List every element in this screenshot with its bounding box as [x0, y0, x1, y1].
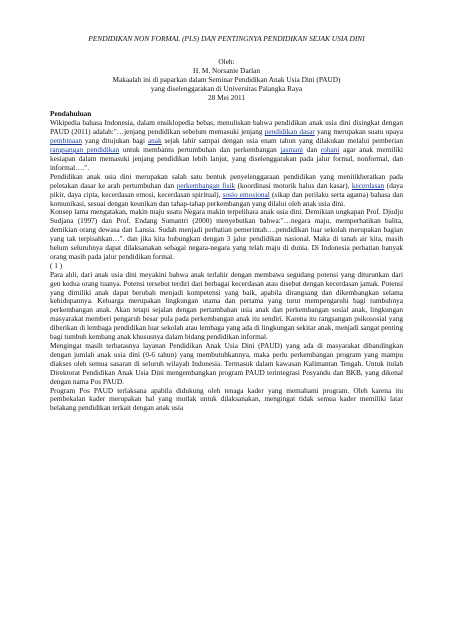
author-name: H. M. Norsanie Darlan	[192, 65, 261, 75]
author-label: Oleh:	[218, 56, 235, 66]
link-anak[interactable]: anak	[147, 136, 162, 146]
link-pendidikan-dasar[interactable]: pendidikan dasar	[264, 127, 315, 137]
text-run: sejak lahir sampai dengan usia enam tahun yang dilakukan melalui pemberian	[161, 136, 404, 146]
link-jasmani[interactable]: jasmani	[280, 145, 304, 155]
text-run: agar anak memiliki kesiapan dalam memasuki jenjang pendidikan lebih lanjut, yang diselenggarakan pada jalur formal, nonformal, dan informal….".	[50, 145, 403, 172]
text-run: yang merupakan suatu upaya	[314, 127, 403, 137]
author-block	[50, 58, 403, 103]
page-marker: ( 1 )	[50, 260, 63, 270]
link-kecerdasan[interactable]: kecerdasan	[351, 180, 385, 190]
organizer-line: yang diselenggarakan di Universitas Palangka Raya	[150, 83, 303, 93]
presentation-line: Makaalah ini di paparkan dalam Seminar Pendidikan Anak Usia Dini (PAUD)	[112, 74, 341, 84]
paragraph-paud-focus	[50, 173, 403, 209]
document-title: PENDIDIKAN NON FORMAL (PLS) DAN PENTINGNYA PENDIDIKAN SEJAK USIA DINI	[88, 34, 365, 43]
link-pembinaan[interactable]: pembinaan	[50, 136, 83, 146]
text-run: (sikap dan perilaku serta agama) bahasa dan komunikasi, sesuai dengan keunikan dan tahap-tahap perkembangan yang dilalui oleh anak usia dini.	[50, 189, 403, 208]
paragraph-mengingat: Mengingat masih terbatasnya layanan Pendidikan Anak Usia Dini (PAUD) yang ada di masyarakat dibandingkan dengan jumlah anak usia dini (0-6 tahun) yang membutuhkannya, maka perlu perkembangan program yang mampu diakses oleh semua sasaran di seluruh wilayah Indonesia. Termasuk dalam kawasan Kalimantan Tengah. Untuk itulah Direktorat Pendidikan Anak Usia Dini mengembangkan program PAUD terintegrasi Posyandu dan BKB, yang dikenal dengan nama Pos PAUD.	[50, 341, 403, 386]
link-perkembangan-fisik[interactable]: perkembangan fisik	[176, 180, 236, 190]
text-run: Pendidikan anak usia dini merupakan salah satu bentuk penyelenggaraan pendidikan yang menitikberatkan pada peletakan dasar ke arah pertumbuhan dan	[50, 171, 403, 190]
section-heading: Pendahuluan	[50, 109, 92, 119]
text-run: (koordinasi motorik halus dan kasar),	[235, 180, 352, 190]
paragraph-program-pos-paud: Program Pos PAUD terlaksana apabila didukung oleh tenaga kader yang memahami program. Oleh karena itu pembekalan kader merupakan hal yang mutlak untuk dilaksanakan, mengingat tidak semua kader memiliki latar belakang pendidikan terkait dengan anak usia	[50, 385, 403, 413]
paragraph-wikipedia-definition	[50, 119, 403, 172]
paragraph-konsep-lama: Konsep lama mengatakan, makin maju suatu Negara makin terpelihara anak usia dini. Demikian ungkapan Prof. Djudju Sudjana (1997) dan Prof. Endang Sumantri (2000) menyebutkan bahwa:"…negara maju, memperhatikan balita, demikian orang dewasa dan Lansia. Sudah menjadi perhatian pemerintah….pendidikan luar sekolah merupakan bagian yang tak terpisahkan…". dan jika kita hubungkan dengan 3 jalur pendidikan nasional. Maka di tanah air kita, masih belum seluruhnya dapat dilaksanakan sebagai negara-negara yang telah maju di dunia. Di Indonesia perhatian banyak orang masih pada jalur pendidikan formal.	[50, 207, 403, 261]
link-rohani[interactable]: rohani	[320, 145, 340, 155]
text-run: yang ditujukan bagi	[82, 136, 148, 146]
text-run: Wikipedia bahasa Indonesia, dalam ensiklopedia bebas, menuliskan bahwa pendidikan anak usia dini disingkat dengan PAUD (2011) adalah:"…jenjang pendidikan sebelum memasuki jenjang	[50, 118, 403, 137]
text-run: dan	[303, 145, 321, 155]
document-date: 28 Mei 2011	[207, 92, 246, 102]
link-rangsangan-pendidikan[interactable]: rangsangan pendidikan	[50, 145, 120, 155]
link-sosio-emosional[interactable]: sosio emosional	[222, 189, 270, 199]
text-run: untuk membantu pertumbuhan dan perkembangan	[119, 145, 281, 155]
paragraph-para-ahli: Para ahli, dari anak usia dini meyakini bahwa anak terlahir dengan membawa segudang potensi yang diturunkan dari gen kedua orang tuanya. Potensi tersebut terdiri dari berbagai kecerdasan atau disebut dengan kecerdasan jamak. Potensi yang dimiliki anak dapat berubah menjadi kompetensi yang baik, apabila dirangsang dan dikembangkan selama kehidupannya. Keluarga merupakan lingkungan utama dan pertama yang turut mempengaruhi bagi tumbuhnya perkembangan anak. Akan tetapi sejalan dengan pertambahan usia anak dan perkembangan sosial anak, lingkungan masyarakat memberi pengaruh besar pula pada perkembangan anak itu sendiri. Karena itu rangsangan psikososial yang diberikan di lembaga pendidikan luar sekolah atau lembaga yang ada di lingkungan sekitar anak, menjadi sangat penting bagi tumbuh kembang anak khususnya dalam bidang pendidikan informal.	[50, 269, 403, 342]
text-run: (daya pikir, daya cipta, kecerdasan emosi, kecerdasan spiritual),	[50, 180, 404, 199]
